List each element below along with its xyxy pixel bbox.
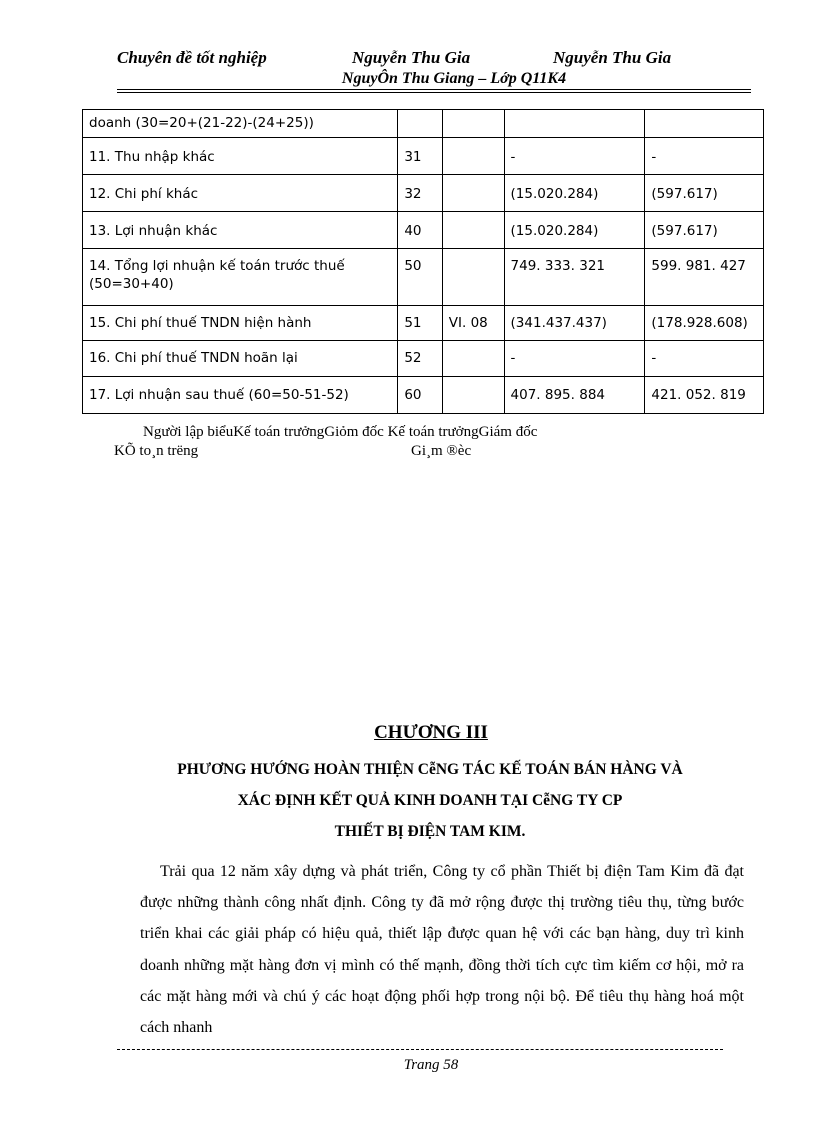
header-line bbox=[117, 48, 751, 70]
page-header bbox=[117, 48, 751, 93]
current-year-cell: (15.020.284) bbox=[504, 175, 645, 212]
previous-year-cell bbox=[645, 110, 764, 138]
table-row bbox=[83, 175, 764, 212]
income-statement-table bbox=[82, 109, 764, 414]
item-cell: 16. Chi phí thuế TNDN hoãn lại bbox=[83, 341, 398, 377]
header-author-name: Nguyễn Thu Gia bbox=[352, 48, 471, 67]
note-cell bbox=[442, 341, 504, 377]
code-cell: 31 bbox=[398, 138, 442, 175]
table-row bbox=[83, 212, 764, 249]
header-subtitle: NguyÔn Thu Giang – Lớp Q11K4 bbox=[341, 70, 567, 87]
table-row bbox=[83, 377, 764, 414]
chapter-title-line: XÁC ĐỊNH KẾT QUẢ KINH DOANH TẠI CễNG TY CP bbox=[237, 792, 623, 809]
code-cell: 40 bbox=[398, 212, 442, 249]
item-cell: 12. Chi phí khác bbox=[83, 175, 398, 212]
signature-titles: Người lập biểuKế toán trưởngGiỏm đốc Kế toán trưởngGiám đốc bbox=[143, 424, 538, 440]
table-row bbox=[83, 306, 764, 341]
note-cell: VI. 08 bbox=[442, 306, 504, 341]
current-year-cell: 749. 333. 321 bbox=[504, 249, 645, 306]
previous-year-cell: 599. 981. 427 bbox=[645, 249, 764, 306]
note-cell bbox=[442, 138, 504, 175]
header-divider bbox=[117, 89, 751, 90]
previous-year-cell: (597.617) bbox=[645, 212, 764, 249]
body-paragraph: Trải qua 12 năm xây dựng và phát triển, Công ty cổ phần Thiết bị điện Tam Kim đã đạt được những thành công nhất định. Công ty đã mở rộng được thị trường tiêu thụ, từng bước triển khai các giải pháp có hiệu quả, thiết lập được quan hệ với các bạn hàng, duy trì kinh doanh những mặt hàng đơn vị mình có thế mạnh, đồng thời tích cực tìm kiếm cơ hội, mở ra các mặt hàng mới và chú ý các hoạt động phối hợp trong nội bộ. Để tiêu thụ hàng hoá một cách nhanh bbox=[140, 863, 744, 1037]
item-cell: 15. Chi phí thuế TNDN hiện hành bbox=[83, 306, 398, 341]
signature-subtitles bbox=[114, 443, 514, 463]
previous-year-cell: - bbox=[645, 341, 764, 377]
current-year-cell bbox=[504, 110, 645, 138]
chapter-title-line: PHƯƠNG HƯỚNG HOÀN THIỆN CễNG TÁC KẾ TOÁN BÁN HÀNG VÀ bbox=[177, 761, 683, 778]
code-cell: 50 bbox=[398, 249, 442, 306]
note-cell bbox=[442, 110, 504, 138]
table-row bbox=[83, 110, 764, 138]
current-year-cell: - bbox=[504, 138, 645, 175]
note-cell bbox=[442, 249, 504, 306]
header-topic: Chuyên đề tốt nghiệp bbox=[117, 48, 267, 67]
signature-subtitle-accountant: KÕ to¸n trëng bbox=[114, 443, 199, 459]
current-year-cell: (15.020.284) bbox=[504, 212, 645, 249]
current-year-cell: (341.437.437) bbox=[504, 306, 645, 341]
note-cell bbox=[442, 212, 504, 249]
previous-year-cell: (178.928.608) bbox=[645, 306, 764, 341]
item-cell: 13. Lợi nhuận khác bbox=[83, 212, 398, 249]
previous-year-cell: 421. 052. 819 bbox=[645, 377, 764, 414]
code-cell: 52 bbox=[398, 341, 442, 377]
table-row bbox=[83, 138, 764, 175]
page-number: Trang 58 bbox=[403, 1057, 459, 1073]
item-cell: 14. Tổng lợi nhuận kế toán trước thuế (50=30+40) bbox=[83, 249, 398, 306]
current-year-cell: - bbox=[504, 341, 645, 377]
note-cell bbox=[442, 175, 504, 212]
signature-subtitle-director: Gi¸m ®èc bbox=[411, 443, 472, 459]
note-cell bbox=[442, 377, 504, 414]
code-cell: 51 bbox=[398, 306, 442, 341]
header-author-name-repeat: Nguyễn Thu Gia bbox=[553, 48, 672, 67]
chapter-title-line: THIẾT BỊ ĐIỆN TAM KIM. bbox=[334, 823, 526, 840]
item-cell: doanh (30=20+(21-22)-(24+25)) bbox=[83, 110, 398, 138]
header-divider-double bbox=[117, 92, 751, 93]
code-cell: 32 bbox=[398, 175, 442, 212]
current-year-cell: 407. 895. 884 bbox=[504, 377, 645, 414]
code-cell: 60 bbox=[398, 377, 442, 414]
previous-year-cell: - bbox=[645, 138, 764, 175]
table-row bbox=[83, 249, 764, 306]
footer-divider bbox=[117, 1049, 723, 1050]
previous-year-cell: (597.617) bbox=[645, 175, 764, 212]
chapter-heading: CHƯƠNG III bbox=[374, 722, 488, 743]
item-cell: 17. Lợi nhuận sau thuế (60=50-51-52) bbox=[83, 377, 398, 414]
table-row bbox=[83, 341, 764, 377]
item-cell: 11. Thu nhập khác bbox=[83, 138, 398, 175]
code-cell bbox=[398, 110, 442, 138]
